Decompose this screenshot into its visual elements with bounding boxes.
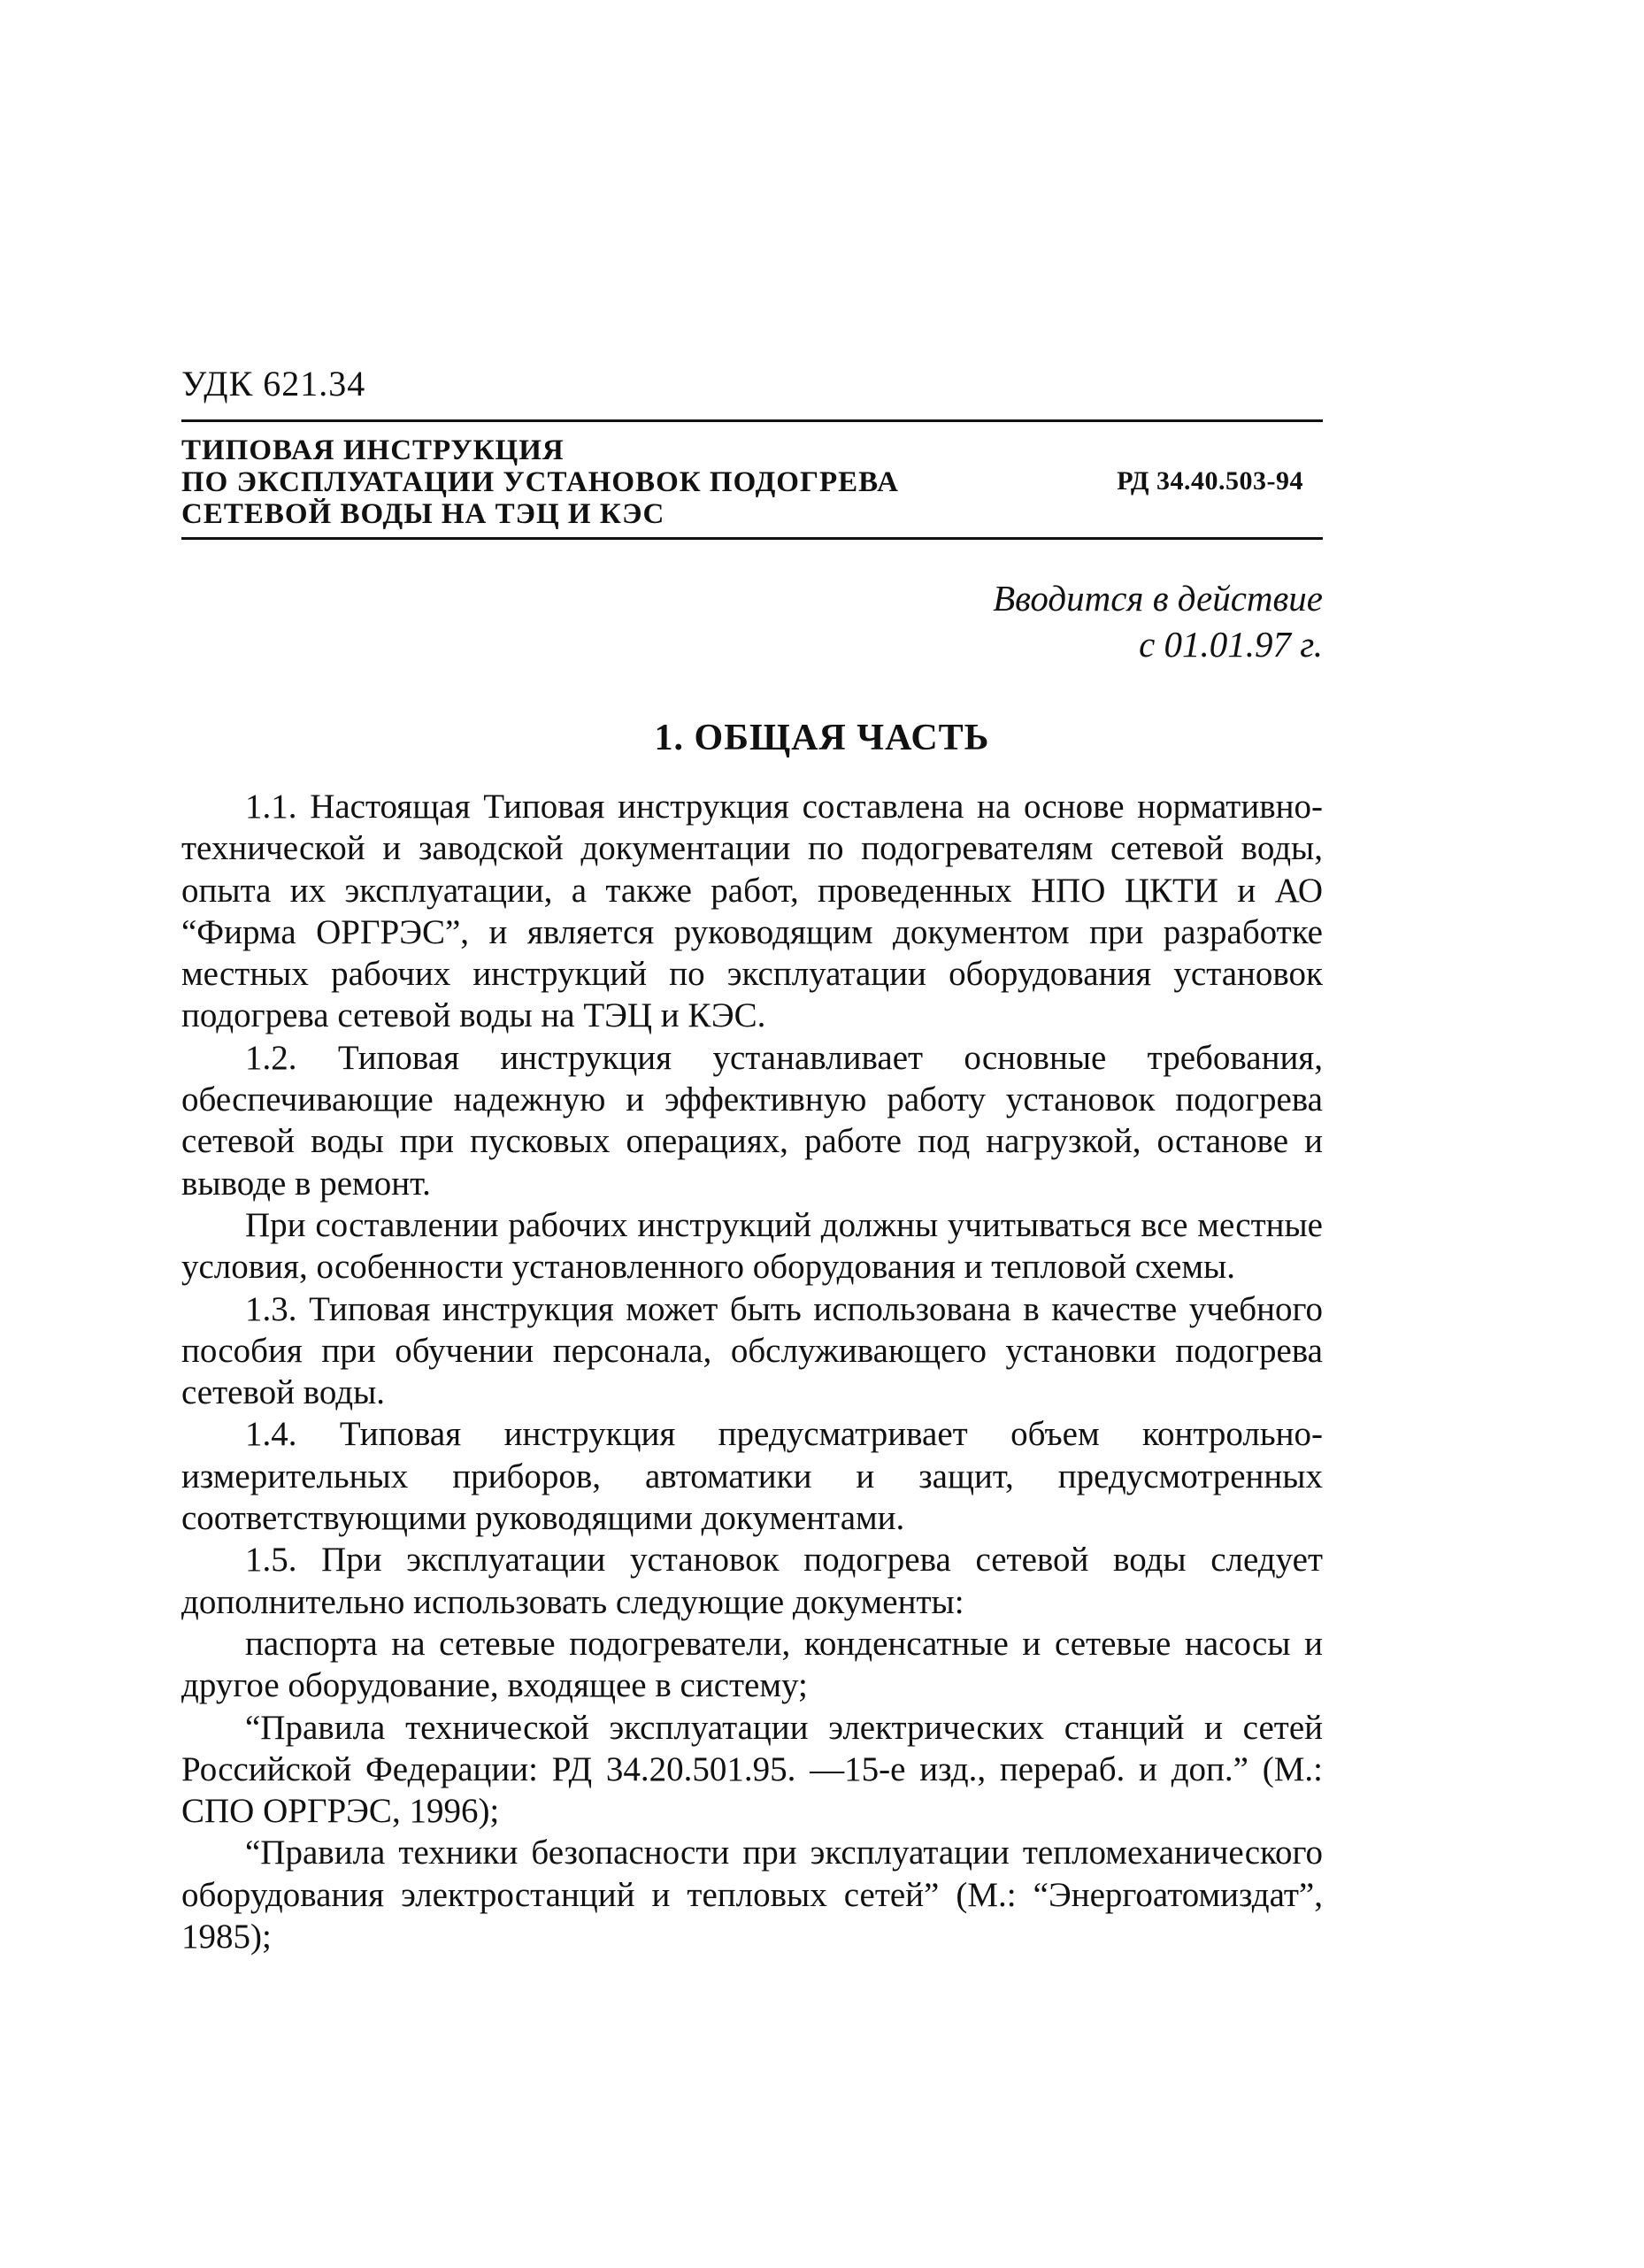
- effective-date: с 01.01.97 г.: [1139, 624, 1323, 665]
- paragraph: 1.5. При эксплуатации установок подогрева сетевой воды следует дополнительно использовать следующие документы:: [181, 1541, 1323, 1621]
- effective-date-note: [993, 575, 1323, 667]
- rd-code: РД 34.40.503-94: [1117, 466, 1303, 496]
- udk-code: УДК 621.34: [181, 364, 366, 404]
- title-line: СЕТЕВОЙ ВОДЫ НА ТЭЦ И КЭС: [181, 498, 665, 530]
- paragraph: паспорта на сетевые подогреватели, конденсатные и сетевые насосы и другое оборудование, входящее в систему;: [181, 1624, 1323, 1705]
- document-title: [181, 434, 899, 530]
- paragraph: 1.4. Типовая инструкция предусматривает объем контрольно-измерительных приборов, автоматики и защит, предусмотренных соответствующими руководящими документами.: [181, 1415, 1323, 1538]
- paragraph: При составлении рабочих инструкций должны учитываться все местные условия, особенности установленного оборудования и тепловой схемы.: [181, 1205, 1323, 1287]
- title-line: ПО ЭКСПЛУАТАЦИИ УСТАНОВОК ПОДОГРЕВА: [181, 466, 899, 498]
- paragraph: 1.2. Типовая инструкция устанавливает основные требования, обеспечивающие надежную и эффективную работу установок подогрева сетевой воды при пусковых операциях, работе под нагрузкой, останове и выводе в ремонт.: [181, 1038, 1323, 1203]
- title-line: ТИПОВАЯ ИНСТРУКЦИЯ: [181, 434, 565, 466]
- paragraph: “Правила техники безопасности при эксплуатации тепломеханического оборудования электростанций и тепловых сетей” (М.: “Энергоатомиздат”, 1985);: [181, 1834, 1323, 1957]
- paragraph: 1.1. Настоящая Типовая инструкция составлена на основе нормативно-технической и заводской документации по подогревателям сетевой воды, опыта их эксплуатации, а также работ, проведенных НПО ЦКТИ и АО “Фирма ОРГРЭС”, и является руководящим документом при разработке местных рабочих инструкций по эксплуатации оборудования установок подогрева сетевой воды на ТЭЦ и КЭС.: [181, 788, 1323, 1035]
- paragraph: 1.3. Типовая инструкция может быть использована в качестве учебного пособия при обучении персонала, обслуживающего установки подогрева сетевой воды.: [181, 1289, 1323, 1412]
- effective-line: Вводится в действие: [993, 578, 1323, 619]
- title-block: [181, 419, 1323, 540]
- paragraph: “Правила технической эксплуатации электрических станций и сетей Российской Федерации: РД 34.20.501.95. —15-е изд., перераб. и доп.” (М.: СПО ОРГРЭС, 1996);: [181, 1708, 1323, 1831]
- section-heading: 1. ОБЩАЯ ЧАСТЬ: [654, 718, 990, 758]
- section-body: [181, 786, 1323, 1957]
